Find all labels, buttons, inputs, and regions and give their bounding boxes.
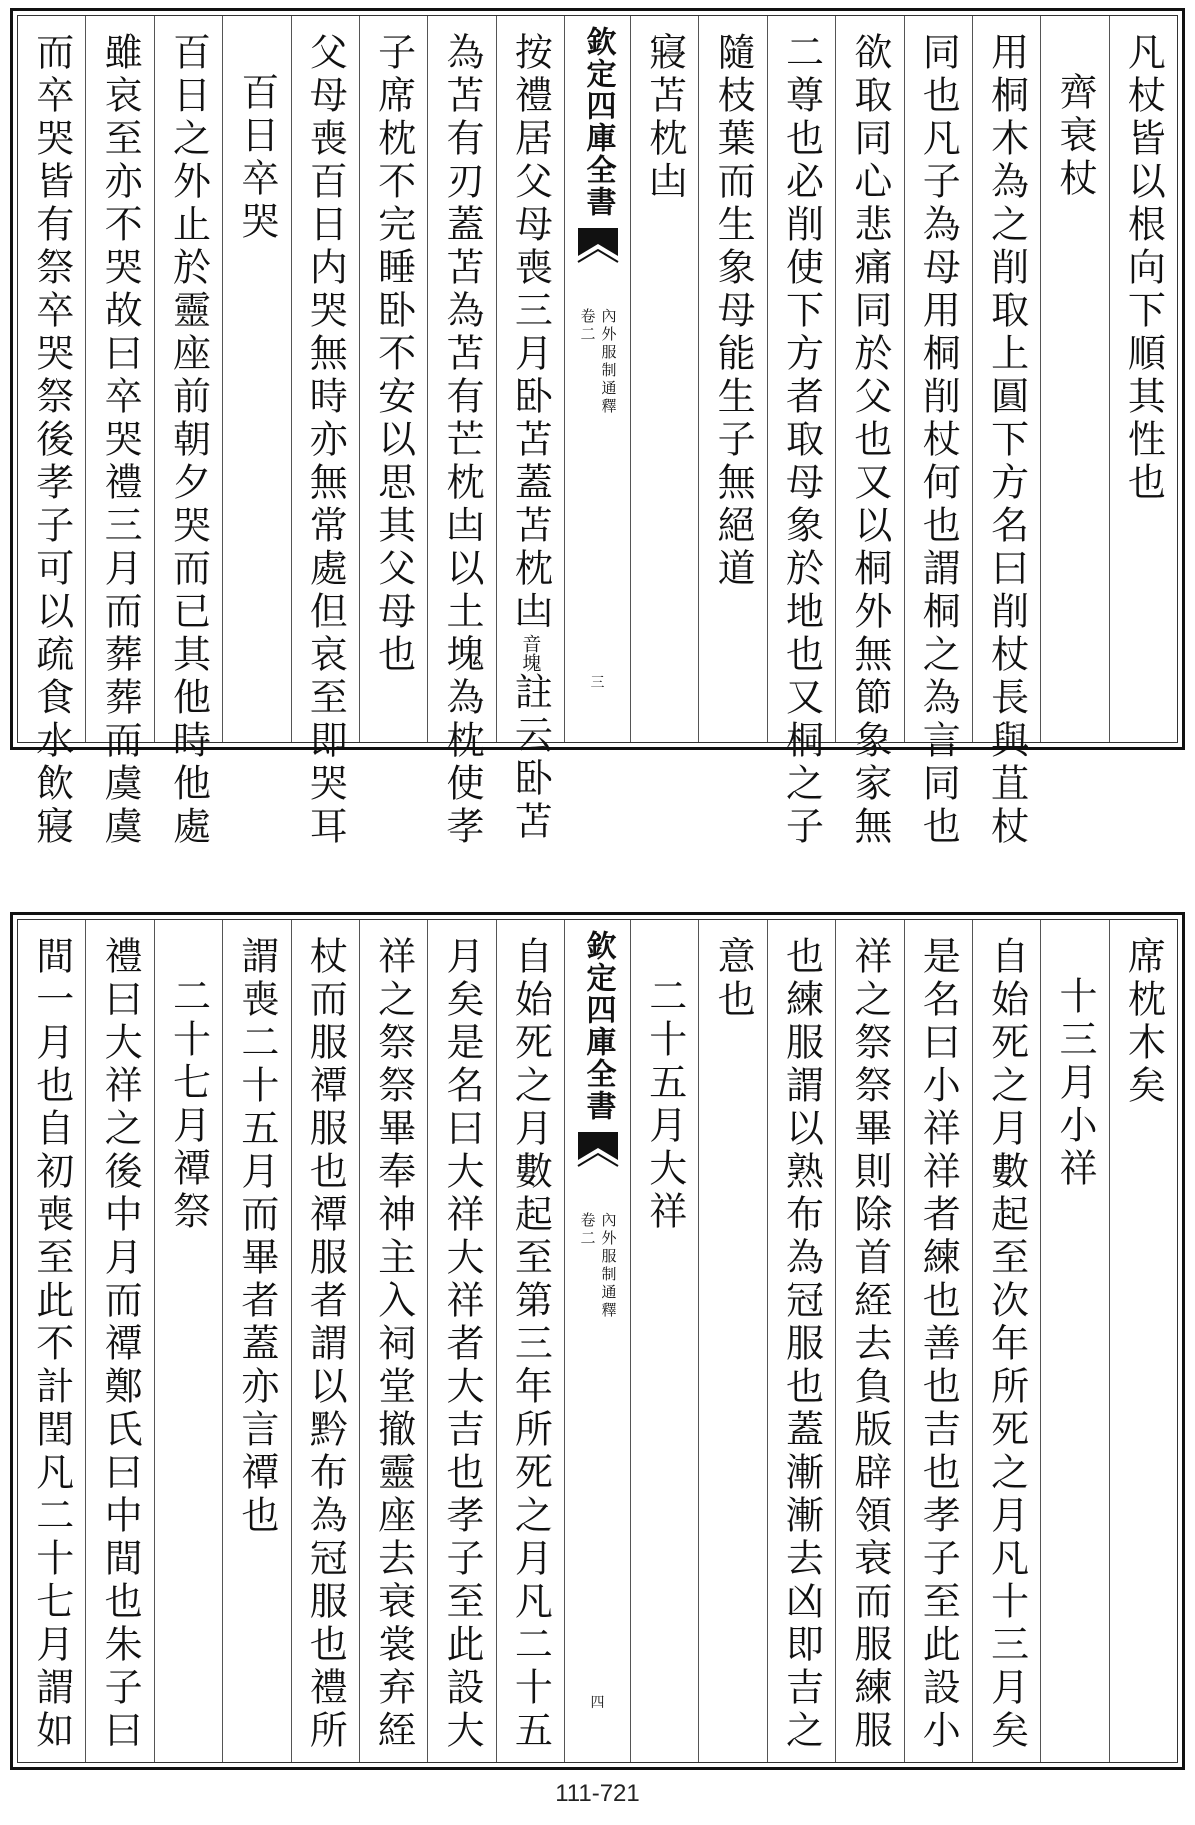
center-fold	[564, 16, 630, 742]
column-text: 用桐木為之削取上圓下方名曰削杖長與苴杖	[984, 32, 1029, 849]
column-text: 父母喪百日内哭無時亦無常處但哀至即哭耳	[303, 32, 348, 849]
center-captions	[580, 268, 616, 416]
column	[972, 920, 1040, 1762]
column-text: 雖哀至亦不哭故曰卒哭禮三月而葬葬而虞虞	[98, 32, 143, 849]
column	[904, 920, 972, 1762]
folio-number: 三	[590, 675, 605, 691]
column	[154, 16, 222, 849]
section-title: 內外服制通釋	[599, 308, 618, 416]
column-text: 齊衰杖	[1052, 72, 1097, 201]
column-text: 自始死之月數起至次年所死之月凡十三月矣	[984, 936, 1029, 1753]
column	[496, 920, 564, 1762]
folio-number: 四	[590, 1695, 605, 1711]
column	[222, 920, 290, 1762]
column	[904, 16, 972, 849]
column-text: 二尊也必削使下方者取母象於地也又桐之子	[779, 32, 824, 849]
column-text: 子席枕不完睡卧不安以思其父母也	[371, 32, 416, 677]
column-text: 二十五月大祥	[642, 976, 687, 1234]
catalog-number: 111-721	[555, 1780, 640, 1807]
column-text: 謂喪二十五月而畢者蓋亦言禫也	[234, 936, 279, 1538]
column	[291, 16, 359, 849]
center-captions	[580, 1172, 616, 1320]
column-text: 為苫有刃蓋苫為苫有芒枕凷以土塊為枕使孝	[439, 32, 484, 849]
phonetic-note: 音塊	[519, 634, 542, 672]
page-folio-3	[10, 8, 1185, 849]
column-text: 祥之祭祭畢奉神主入祠堂撤靈座去衰裳弃絰	[371, 936, 416, 1753]
column-text: 凡杖皆以根向下順其性也	[1121, 32, 1166, 505]
column	[496, 16, 564, 844]
column	[767, 920, 835, 1762]
column	[85, 920, 153, 1762]
column-text: 月矣是名曰大祥大祥者大吉也孝子至此設大	[439, 936, 484, 1753]
column	[18, 16, 85, 849]
page-folio-4	[10, 912, 1185, 1770]
page-frame	[17, 919, 1178, 1763]
column	[972, 16, 1040, 849]
column	[835, 16, 903, 849]
column	[1040, 920, 1108, 1762]
fishtail-mark-icon	[578, 228, 618, 268]
column	[359, 16, 427, 742]
column-text	[508, 32, 553, 844]
column-text: 而卒哭皆有祭卒哭祭後孝子可以疏食水飲寢	[29, 32, 74, 849]
column	[18, 920, 85, 1762]
column	[630, 16, 698, 742]
center-fold	[564, 920, 630, 1762]
volume-label: 卷二	[578, 308, 597, 344]
column	[154, 920, 222, 1762]
column	[835, 920, 903, 1762]
column	[85, 16, 153, 849]
column-text-main: 按禮居父母喪三月卧苫蓋苫枕凷	[508, 32, 553, 634]
column-text: 是名曰小祥祥者練也善也吉也孝子至此設小	[916, 936, 961, 1753]
text-columns	[18, 920, 1177, 1762]
column-text: 隨枝葉而生象母能生子無絕道	[711, 32, 756, 591]
column	[291, 920, 359, 1762]
column-text-cont: 註云卧苫	[508, 672, 553, 844]
column-text: 十三月小祥	[1052, 976, 1097, 1191]
book-title: 欽定四庫全書	[580, 930, 616, 1122]
column	[767, 16, 835, 849]
column	[1109, 16, 1177, 742]
column	[698, 920, 766, 1762]
column-text: 祥之祭祭畢則除首絰去負版辟領衰而服練服	[847, 936, 892, 1753]
column-text: 禮曰大祥之後中月而禫鄭氏曰中間也朱子曰	[98, 936, 143, 1753]
text-columns	[18, 16, 1177, 849]
page-frame	[17, 15, 1178, 849]
column-text: 欲取同心悲痛同於父也又以桐外無節象家無	[847, 32, 892, 849]
column-text: 自始死之月數起至第三年所死之月凡二十五	[508, 936, 553, 1753]
column	[630, 920, 698, 1762]
column-text: 席枕木矣	[1121, 936, 1166, 1108]
column-text: 也練服謂以熟布為冠服也蓋漸漸去凶即吉之	[779, 936, 824, 1753]
column-text: 間一月也自初喪至此不計閏凡二十七月謂如	[29, 936, 74, 1753]
column-text: 同也凡子為母用桐削杖何也謂桐之為言同也	[916, 32, 961, 849]
column	[1040, 16, 1108, 742]
column	[359, 920, 427, 1762]
column-text: 寢苫枕凷	[642, 32, 687, 204]
column	[698, 16, 766, 742]
column	[427, 920, 495, 1762]
column-text: 二十七月禫祭	[166, 976, 211, 1234]
section-title: 內外服制通釋	[599, 1212, 618, 1320]
column	[427, 16, 495, 849]
column-text: 百日之外止於靈座前朝夕哭而已其他時他處	[166, 32, 211, 849]
fishtail-mark-icon	[578, 1132, 618, 1172]
column-text: 百日卒哭	[234, 72, 279, 244]
column	[1109, 920, 1177, 1762]
column	[222, 16, 290, 742]
book-title: 欽定四庫全書	[580, 26, 616, 218]
volume-label: 卷二	[578, 1212, 597, 1248]
column-text: 杖而服禫服也禫服者謂以黔布為冠服也禮所	[303, 936, 348, 1753]
column-text: 意也	[711, 936, 756, 1022]
